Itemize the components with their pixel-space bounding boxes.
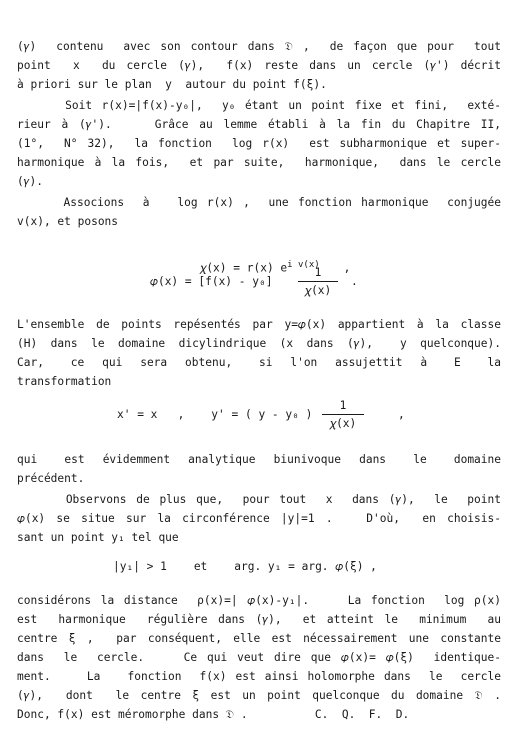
text-line: v(x), et posons bbox=[17, 215, 119, 228]
text-line: (H) dans le domaine dicylindrique (x dans (𝛾), y quelconque). bbox=[17, 337, 501, 350]
text-line: (𝛾) contenu avec son contour dans 𝔇 , de façon que pour tout bbox=[17, 40, 501, 53]
text-line: à priori sur le plan y autour du point f(ξ). bbox=[17, 78, 327, 91]
equation-phi-denominator: 𝜒(x) bbox=[304, 284, 332, 297]
text-line: dans le cercle. Ce qui veut dire que 𝜑(x)= 𝜑(ξ) identique- bbox=[17, 651, 501, 664]
equation-transform-lhs: x' = x , y' = ( y - y₀ ) bbox=[117, 408, 313, 421]
equation-transform-tail: , bbox=[398, 408, 405, 421]
equation-exponent: i v(x) bbox=[287, 260, 320, 270]
text-line: précédent. bbox=[17, 472, 85, 485]
text-line: Car, ce qui sera obtenu, si l'on assujettit à E la bbox=[17, 356, 501, 369]
text-line: 𝜑(x) se situe sur la circonférence |y|=1 . D'où, en choisis- bbox=[17, 512, 501, 525]
equation-lhs: 𝜒(x) = r(x) e bbox=[199, 261, 288, 275]
equation-transform-numerator: 1 bbox=[339, 399, 347, 412]
text-line: harmonique à la fois, et par suite, harmonique, dans le cercle bbox=[17, 156, 501, 169]
text-line: Donc, f(x) est méromorphe dans 𝔇 . C. Q. F. D. bbox=[17, 708, 410, 721]
text-line: considérons la distance ρ(x)=| 𝜑(x)-y₁|. La fonction log ρ(x) bbox=[17, 594, 501, 607]
text-line: (1°, N° 32), la fonction log r(x) est subharmonique et super- bbox=[17, 137, 501, 150]
text-line: (𝛾), dont le centre ξ est un point quelconque du domaine 𝔇 . bbox=[17, 689, 501, 702]
equation-tail: , bbox=[343, 261, 351, 275]
text-line: point x du cercle (𝛾), f(x) reste dans un cercle (𝛾') décrit bbox=[17, 59, 501, 72]
text-line: sant un point y₁ tel que bbox=[17, 531, 179, 544]
equation-transform-denominator: 𝜒(x) bbox=[329, 417, 357, 430]
text-line: transformation bbox=[17, 375, 112, 388]
equation-arg: |y₁| > 1 et arg. y₁ = arg. 𝜑(ξ) , bbox=[113, 560, 377, 573]
text-line: Soit r(x)=|f(x)-y₀|, y₀ étant un point fixe et fini, exté- bbox=[17, 99, 501, 112]
fraction-bar bbox=[322, 414, 364, 415]
text-line: Associons à log r(x) , une fonction harmonique conjugée bbox=[17, 196, 501, 209]
text-line: Observons de plus que, pour tout x dans (𝛾), le point bbox=[17, 493, 501, 506]
text-line: qui est évidemment analytique biunivoque dans le domaine bbox=[17, 453, 501, 466]
text-line: (𝛾). bbox=[17, 175, 44, 188]
fraction-bar bbox=[298, 281, 338, 282]
text-line: rieur à (𝛾'). Grâce au lemme établi à la fin du Chapitre II, bbox=[17, 118, 501, 131]
text-line: centre ξ , par conséquent, elle est nécessairement une constante bbox=[17, 632, 501, 645]
text-line: ment. La fonction f(x) est ainsi holomorphe dans le cercle bbox=[17, 670, 501, 683]
equation-phi-lhs: 𝜑(x) = [f(x) - y₀] bbox=[150, 275, 273, 288]
text-line: L'ensemble de points repésentés par y=𝜑(x) appartient à la classe bbox=[17, 318, 501, 331]
equation-phi-numerator: 1 bbox=[314, 266, 322, 279]
text-line: est harmonique régulière dans (𝛾), et atteint le minimum au bbox=[17, 613, 501, 626]
equation-phi-tail: . bbox=[351, 275, 358, 288]
